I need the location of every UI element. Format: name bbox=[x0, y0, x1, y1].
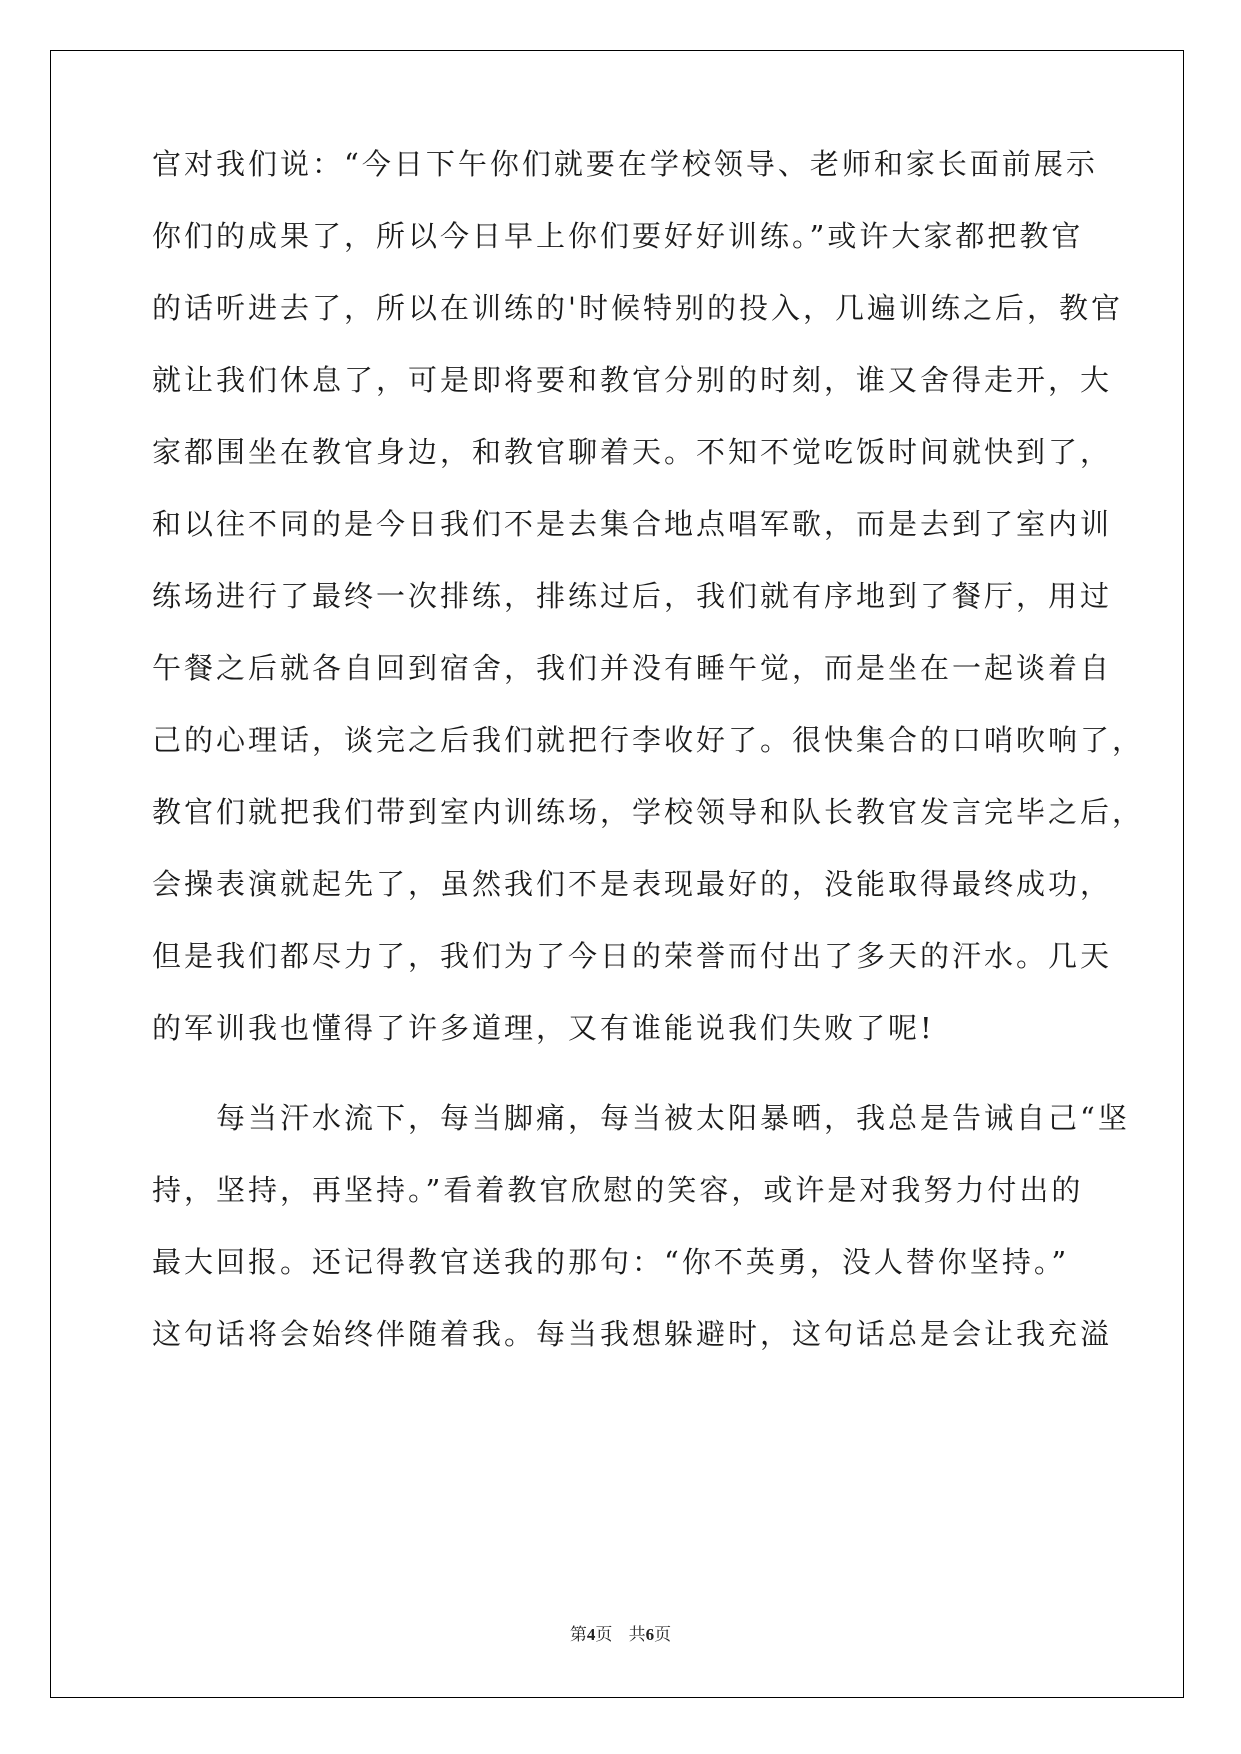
body-line: 会操表演就起先了，虽然我们不是表现最好的，没能取得最终成功， bbox=[152, 867, 1113, 901]
page-number-footer bbox=[0, 1620, 1241, 1645]
paragraph-first-line: 每当汗水流下，每当脚痛，每当被太阳暴晒，我总是告诫自己“坚 bbox=[216, 1101, 1130, 1135]
page-total: 6 bbox=[645, 1625, 655, 1644]
body-line: 家都围坐在教官身边，和教官聊着天。不知不觉吃饭时间就快到了， bbox=[152, 435, 1113, 469]
page-prefix: 第 bbox=[569, 1625, 587, 1645]
body-line: 己的心理话，谈完之后我们就把行李收好了。很快集合的口哨吹响了， bbox=[152, 723, 1145, 757]
total-prefix: 共 bbox=[628, 1625, 646, 1645]
body-line: 你们的成果了，所以今日早上你们要好好训练。”或许大家都把教官 bbox=[152, 219, 1084, 253]
total-suffix: 页 bbox=[654, 1625, 672, 1645]
body-line: 午餐之后就各自回到宿舍，我们并没有睡午觉，而是坐在一起谈着自 bbox=[152, 651, 1113, 685]
body-line: 的话听进去了，所以在训练的'时候特别的投入，几遍训练之后，教官 bbox=[152, 291, 1123, 325]
body-line: 和以往不同的是今日我们不是去集合地点唱军歌，而是去到了室内训 bbox=[152, 507, 1113, 541]
body-line: 这句话将会始终伴随着我。每当我想躲避时，这句话总是会让我充溢 bbox=[152, 1317, 1113, 1351]
body-line: 练场进行了最终一次排练，排练过后，我们就有序地到了餐厅，用过 bbox=[152, 579, 1113, 613]
body-line: 就让我们休息了，可是即将要和教官分别的时刻，谁又舍得走开，大 bbox=[152, 363, 1113, 397]
page-current: 4 bbox=[586, 1625, 596, 1644]
body-line: 持，坚持，再坚持。”看着教官欣慰的笑容，或许是对我努力付出的 bbox=[152, 1173, 1084, 1207]
body-line: 官对我们说：“今日下午你们就要在学校领导、老师和家长面前展示 bbox=[152, 147, 1098, 181]
body-line: 的军训我也懂得了许多道理，又有谁能说我们失败了呢! bbox=[152, 1011, 935, 1045]
page-suffix: 页 bbox=[595, 1625, 613, 1645]
body-line: 但是我们都尽力了，我们为了今日的荣誉而付出了多天的汗水。几天 bbox=[152, 939, 1113, 973]
body-line: 最大回报。还记得教官送我的那句：“你不英勇，没人替你坚持。” bbox=[152, 1245, 1070, 1279]
body-line: 教官们就把我们带到室内训练场，学校领导和队长教官发言完毕之后， bbox=[152, 795, 1145, 829]
